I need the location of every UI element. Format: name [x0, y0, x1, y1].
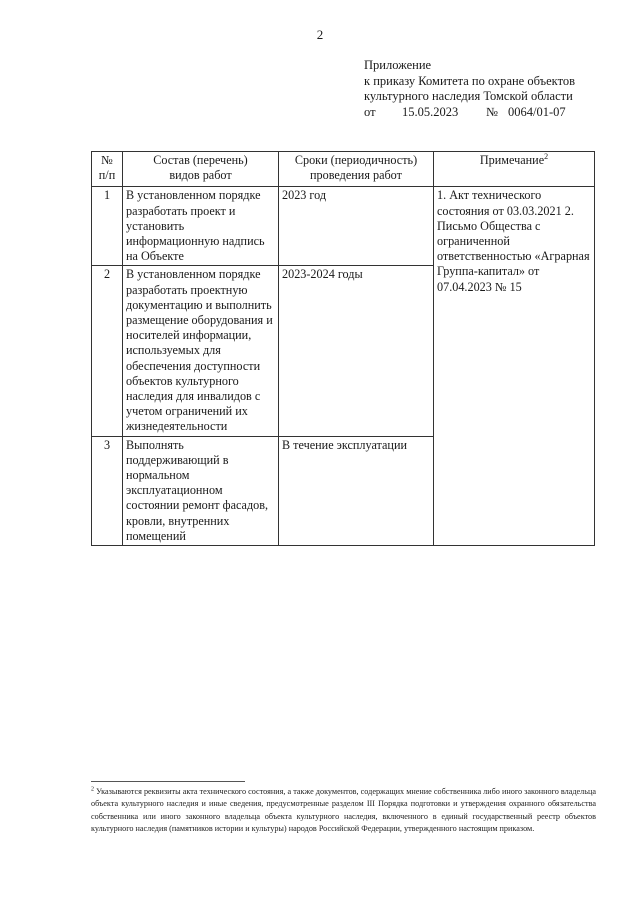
footnote-reference: 2 — [544, 151, 549, 161]
row-number: 1 — [92, 187, 123, 266]
appendix-title: Приложение — [364, 58, 432, 72]
row-term: В течение эксплуатации — [279, 436, 434, 545]
row-number: 2 — [92, 266, 123, 436]
order-number: 0064/01-07 — [508, 104, 566, 119]
row-note — [434, 187, 595, 546]
header-works-line2: видов работ — [169, 168, 232, 183]
header-num-line2: п/п — [98, 168, 116, 183]
appendix-committee: культурного наследия Томской области — [364, 89, 573, 103]
appendix-order-line — [364, 105, 624, 121]
row-term: 2023-2024 годы — [279, 266, 434, 436]
appendix-order-ref: к приказу Комитета по охране объектов — [364, 73, 576, 88]
header-terms-line2: проведения работ — [310, 168, 402, 183]
works-table — [91, 151, 595, 546]
footnote-text: Указываются реквизиты акта технического состояния, а также документов, содержащих мнение собственника либо иного законного владельца объекта культурного наследия и иные сведения, предусмотренные разделом III Порядка подготовки и утверждения охранного обязательства собственника или иного законного владельца объекта культурного наследия, включенного в единый государственный реестр объектов культурного наследия (памятников истории и культуры) народов Российской Федерации, утвержденного настоящим приказом. — [91, 787, 596, 834]
appendix-header — [364, 58, 624, 120]
order-date-prefix: от — [364, 104, 376, 119]
header-works-line1: Состав (перечень) — [153, 153, 248, 167]
order-date: 15.05.2023 — [402, 104, 459, 119]
header-num — [92, 152, 123, 187]
page-number: 2 — [316, 27, 324, 42]
header-terms — [279, 152, 434, 187]
footnote-mark: 2 — [91, 786, 94, 793]
header-works — [123, 152, 279, 187]
table-header-row — [92, 152, 595, 187]
footnote-separator — [91, 781, 245, 782]
header-note-label: Примечание — [479, 153, 545, 167]
footnote — [91, 786, 596, 836]
row-number: 3 — [92, 436, 123, 545]
order-number-sign: № — [486, 104, 498, 119]
row-term: 2023 год — [279, 187, 434, 266]
header-note — [434, 152, 595, 187]
row-work: Выполнять поддерживающий в нормальном эксплуатационном состоянии ремонт фасадов, кровли, внутренних помещений — [123, 436, 279, 545]
header-terms-line1: Сроки (периодичность) — [294, 153, 418, 167]
table-row — [92, 187, 595, 266]
note-text: 1. Акт технического состояния от 03.03.2021 2. Письмо Общества с ограниченной ответственностью «Аграрная Группа-капитал» от 07.04.2023 № 15 — [437, 188, 590, 294]
row-work: В установленном порядке разработать проектную документацию и выполнить размещение оборудования и носителей информации, используемых для обеспечения доступности объектов культурного наследия для инвалидов с учетом ограничений их жизнедеятельности — [123, 266, 279, 436]
row-work: В установленном порядке разработать проект и установить информационную надпись на Объекте — [123, 187, 279, 266]
header-num-line1: № — [101, 153, 113, 167]
